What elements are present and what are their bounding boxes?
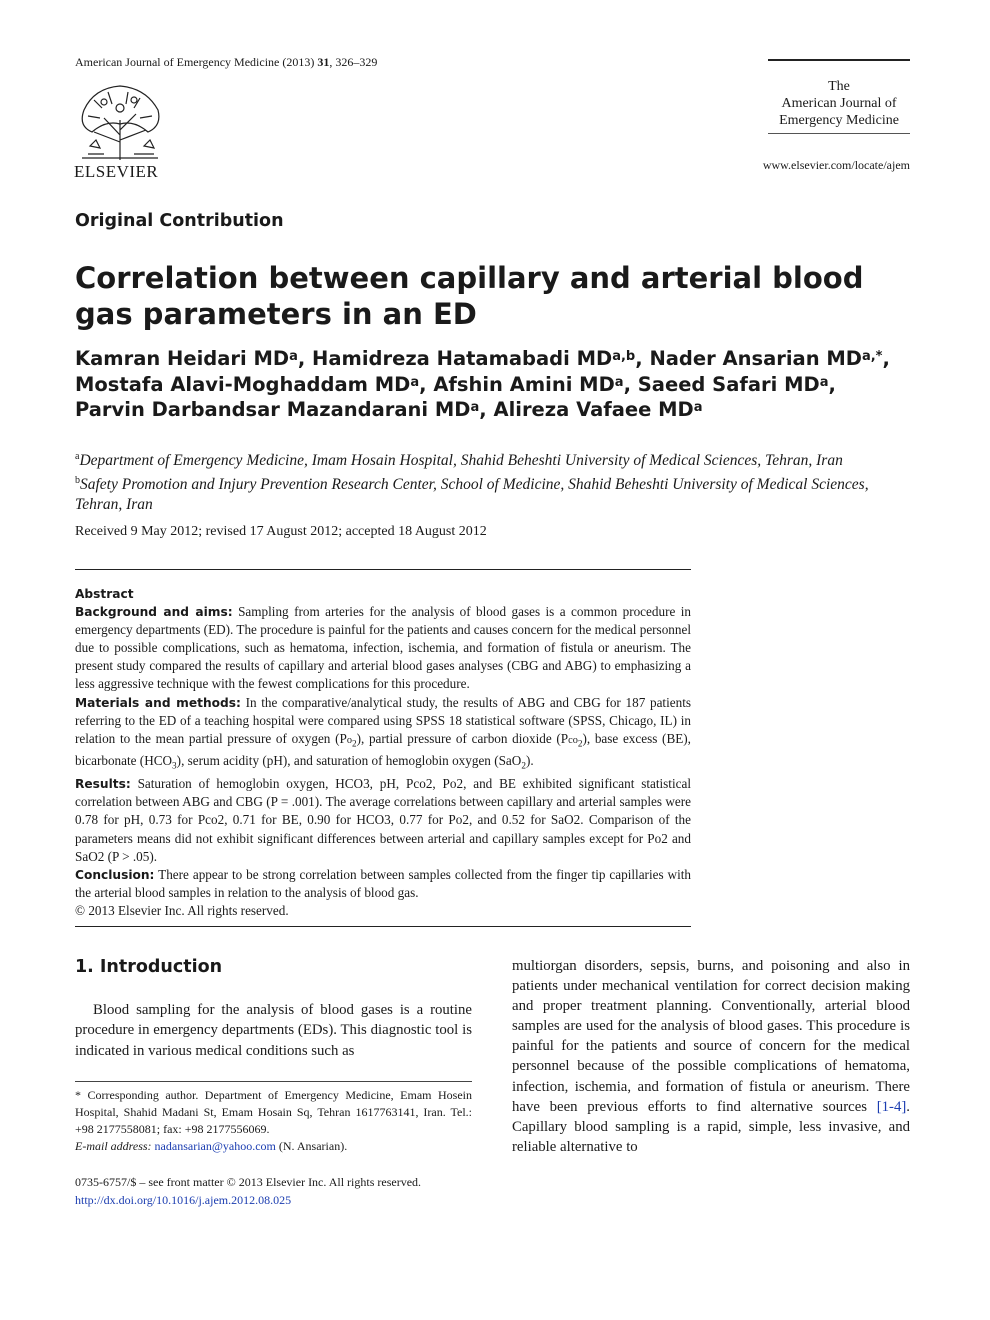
abstract-heading: Abstract — [75, 587, 134, 601]
author: Mostafa Alavi-Moghaddam $MD^a$, — [75, 372, 434, 396]
author: Afshin Amini $MD^a$, — [433, 372, 638, 396]
affiliation-a: $^a$Department of Emergency Medicine, Imam Hosain Hospital, Shahid Beheshti University of Medical Sciences, Tehran, Iran — [75, 451, 843, 470]
citation-volume: 31 — [317, 55, 330, 69]
section-type: Original Contribution — [75, 211, 284, 231]
front-matter — [75, 1174, 472, 1209]
affiliation-b: $^b$Safety Promotion and Injury Prevention Research Center, School of Medicine, Shahid Beheshti University of Medical Sciences, — [75, 474, 869, 494]
email-owner: (N. Ansarian). — [275, 1139, 348, 1153]
abstract-results: Results: Saturation of hemoglobin oxygen, HCO3, pH, Pco2, Po2, and BE exhibited significant statistical correlation between ABG and CBG (P = .001). The average correlations between capillary and arterial samples were 0.78 for pH, 0.73 for Pco2, 0.71 for BE, 0.90 for HCO3, 0.77 for Po2, and 0.52 for SaO2. Comparison of the parameters means did not exhibit significant differences between arterial and capillary samples except for Po2 and SaO2 (P > .05). — [75, 776, 692, 864]
abstract-background: Background and aims: Sampling from arteries for the analysis of blood gases is a common procedure in emergency departments (ED). The procedure is painful for the patients and causes concern for the medical personnel due to possible complications, such as hematoma, infection, ischemia, and formation of fistula or aneurism. The present study compared the results of capillary and arterial blood gases analyses (CBG and ABG) to emphasizing a less aggressive technique with the fewest complications for this procedure. — [75, 604, 692, 692]
abstract-conclusion: Conclusion: There appear to be strong correlation between samples collected from the finger tip capillaries with the arterial blood samples in relation to the analysis of blood gas. — [75, 866, 691, 900]
publisher-name: ELSEVIER — [74, 162, 159, 181]
intro-paragraph-right: multiorgan disorders, sepsis, burns, and poisoning and also in patients under mechanical ventilation for correct decision making and proper treatment planning. Conventionally, arterial blood samples are used for the analysis of blood gases. This procedure is painful for the patients and source of concern for the medical personnel because of the possible complications of hematoma, infection, ischemia, and formation of fistula or aneurism. There have been previous efforts to find alternative sources [1-4]. Capillary blood sampling is a rapid, simple, less invasive, and reliable alternative to — [512, 958, 910, 1155]
corresponding-author-footnote — [75, 1087, 472, 1155]
abstract-copyright: © 2013 Elsevier Inc. All rights reserved. — [75, 902, 289, 918]
journal-citation — [75, 55, 377, 70]
journal-brand-line: The — [828, 79, 850, 94]
journal-brand-line: American Journal of — [781, 96, 897, 111]
footnote-rule — [75, 1081, 472, 1082]
email-label: E-mail address: — [75, 1139, 152, 1153]
abstract-rule-bottom — [75, 926, 691, 927]
article-title: Correlation between capillary and arterial blood gas parameters in an ED — [75, 261, 864, 331]
abstract — [75, 585, 691, 920]
email-link[interactable]: nadansarian@yahoo.com — [154, 1139, 276, 1153]
journal-url[interactable]: www.elsevier.com/locate/ajem — [762, 158, 910, 172]
citation-journal: American Journal of Emergency Medicine (2013) — [75, 55, 318, 69]
author: Saeed Safari $MD^a$, — [637, 372, 836, 396]
intro-paragraph-left: Blood sampling for the analysis of blood gases is a routine procedure in emergency departments (EDs). This diagnostic tool is indicated in various medical conditions such as — [75, 1002, 472, 1059]
affiliations — [75, 447, 911, 514]
footnote-text: * Corresponding author. Department of Emergency Medicine, Emam Hosein Hospital, Shahid Madani St, Emam Hosain Sq, Tehran 1617763141, Iran. Tel.: +98 2177558081; fax: +98 2177556069. — [75, 1088, 472, 1136]
abstract-methods: Materials and methods: In the comparative/analytical study, the results of ABG and CBG for 187 patients referring to the ED of a teaching hospital were compared using SPSS 18 statistical software (SPSS, Chicago, IL) in relation to the mean partial pressure of oxygen $(Po_2)$, partial pressure of carbon dioxide (Pco$_2$), base excess (BE), bicarbonate $(HCO_3)$, serum acidity (pH), and saturation of hemoglobin oxygen (SaO$_2$). — [75, 694, 691, 772]
citation-pages: , 326–329 — [329, 55, 378, 69]
abstract-rule-top — [75, 569, 691, 570]
article-dates: Received 9 May 2012; revised 17 August 2012; accepted 18 August 2012 — [75, 524, 487, 539]
author: Parvin Darbandsar Mazandarani $MD^a$, — [75, 398, 494, 421]
issn-line: 0735-6757/$ – see front matter © 2013 Elsevier Inc. All rights reserved. — [75, 1175, 422, 1189]
journal-brand-line: Emergency Medicine — [779, 113, 899, 128]
citation-ref-link[interactable]: [1-4] — [876, 1098, 907, 1115]
header-rule-mid — [768, 133, 910, 134]
author: Kamran Heidari $MD^a$, — [75, 347, 313, 370]
header-rule-top — [768, 59, 910, 61]
author: Nader Ansarian $MD^{a,*}$, — [649, 347, 890, 370]
journal-brand — [768, 78, 910, 129]
author-list — [75, 346, 915, 423]
section-heading-introduction: 1. Introduction — [75, 957, 223, 977]
author: Hamidreza Hatamabadi MD$^{a,b}$, — [312, 347, 650, 370]
author: Alireza Vafaee $MD^a$ — [493, 398, 703, 421]
doi-link[interactable]: http://dx.doi.org/10.1016/j.ajem.2012.08.025 — [75, 1192, 292, 1207]
affiliation-b-cont: Tehran, Iran — [75, 495, 153, 513]
